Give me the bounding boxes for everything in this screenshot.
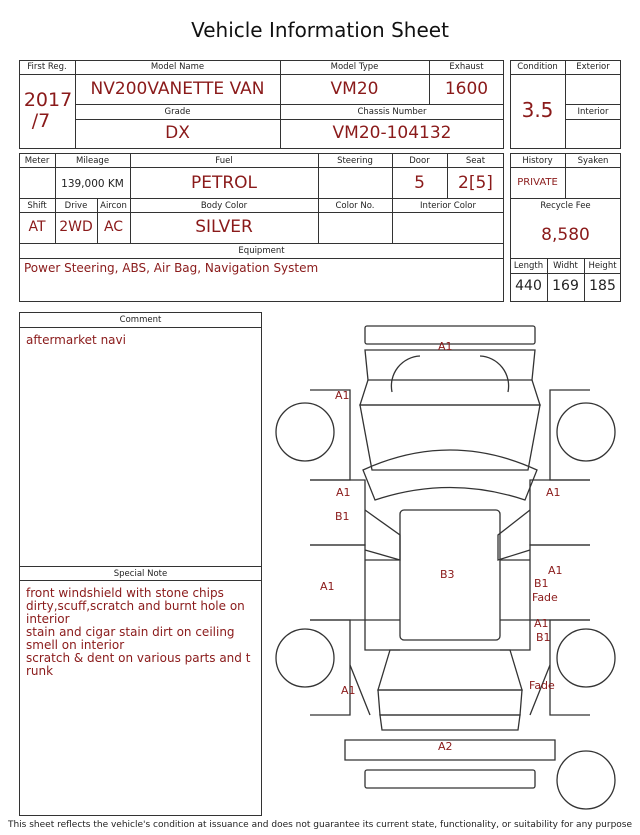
sheet-title: Vehicle Information Sheet [191, 18, 449, 42]
comment-label: Comment [119, 315, 162, 325]
left-rear-quarter [310, 620, 350, 715]
steering-label: Steering [337, 156, 373, 166]
fuel-value: PETROL [190, 173, 258, 193]
seat-value: 2[5] [458, 173, 493, 193]
fuel-label: Fuel [215, 156, 233, 166]
damage-right-slide-c: Fade [532, 591, 558, 604]
front-windshield [363, 450, 537, 500]
special-note-line-7: runk [26, 664, 54, 678]
door-value: 5 [414, 173, 425, 193]
damage-left-front-door-b: B1 [335, 510, 350, 523]
chassis-value: VM20-104132 [332, 123, 452, 143]
left-front-fender [310, 390, 350, 480]
equipment-value: Power Steering, ABS, Air Bag, Navigation System [24, 261, 319, 275]
damage-right-rear-a: A1 [534, 617, 549, 630]
mileage-label: Mileage [75, 156, 110, 166]
comment-panel [19, 312, 262, 816]
wheel-front-right [557, 403, 615, 461]
grade-value: DX [165, 123, 190, 143]
rear-panel-bottom [365, 770, 535, 788]
damage-roof: A1 [438, 340, 453, 353]
exterior-label: Exterior [576, 62, 610, 72]
damage-right-rear-quarter: Fade [529, 679, 555, 692]
history-value: PRIVATE [517, 177, 558, 188]
first-reg-month: /7 [31, 110, 51, 132]
height-label: Height [588, 261, 617, 271]
damage-left-front-door-a: A1 [336, 486, 351, 499]
interior-label: Interior [577, 107, 609, 117]
shift-value: AT [28, 219, 46, 235]
first-reg-label: First Reg. [27, 62, 67, 72]
aircon-value: AC [103, 219, 124, 235]
height-value: 185 [589, 278, 616, 294]
special-note-line-3: interior [26, 612, 70, 626]
damage-left-slide-door: A1 [320, 580, 335, 593]
disclaimer-footer: This sheet reflects the vehicle's condition at issuance and does not guarantee its current state, functionality, or suitability for any purpose [7, 820, 633, 830]
windshield-front [480, 356, 509, 392]
shift-label: Shift [27, 201, 47, 211]
condition-grade: 3.5 [521, 98, 554, 122]
model-name-label: Model Name [150, 62, 205, 72]
condition-label: Condition [517, 62, 558, 72]
wheel-front-left [276, 403, 334, 461]
hood-outline [365, 350, 535, 380]
width-value: 169 [552, 278, 579, 294]
length-value: 440 [515, 278, 542, 294]
model-type-label: Model Type [330, 62, 379, 72]
wheel-rear-left [276, 629, 334, 687]
damage-right-slide-b: B1 [534, 577, 549, 590]
meter-label: Meter [24, 156, 50, 166]
length-label: Length [513, 261, 544, 271]
damage-right-front-door: A1 [546, 486, 561, 499]
mileage-value: 139,000 KM [61, 178, 124, 190]
drive-label: Drive [64, 201, 88, 211]
recycle-fee-value: 8,580 [541, 225, 590, 245]
exhaust-label: Exhaust [449, 62, 484, 72]
aircon-label: Aircon [100, 201, 127, 211]
first-reg-year: 2017 [23, 89, 73, 111]
rear-gate [380, 715, 520, 730]
left-slide-door [310, 545, 365, 620]
spare-tire [557, 751, 615, 809]
damage-right-rear-b: B1 [536, 631, 551, 644]
special-note-line-4: stain and cigar stain dirt on ceiling [26, 625, 235, 639]
body-color-value: SILVER [195, 217, 253, 237]
wheel-rear-right [557, 629, 615, 687]
interior-color-label: Interior Color [420, 201, 476, 211]
comment-text: aftermarket navi [26, 333, 126, 347]
equipment-label: Equipment [238, 246, 285, 256]
model-type-value: VM20 [330, 79, 379, 99]
special-note-line-6: scratch & dent on various parts and t [26, 651, 251, 665]
damage-roof-center: B3 [440, 568, 455, 581]
damage-rear-bumper: A2 [438, 740, 453, 753]
syaken-label: Syaken [577, 156, 609, 166]
damage-left-front-fender: A1 [335, 389, 350, 402]
special-note-line-2: dirty,scuff,scratch and burnt hole on [26, 599, 245, 613]
seat-label: Seat [465, 156, 486, 166]
door-label: Door [409, 156, 430, 166]
width-label: Widht [553, 261, 578, 271]
history-label: History [522, 156, 553, 166]
damage-right-slide-a: A1 [548, 564, 563, 577]
body-color-label: Body Color [200, 201, 248, 211]
grade-label: Grade [164, 107, 191, 117]
special-note-line-1: front windshield with stone chips [26, 586, 224, 600]
special-note-line-5: smell on interior [26, 638, 125, 652]
recycle-fee-label: Recycle Fee [540, 201, 591, 211]
model-name-value: NV200VANETTE VAN [90, 79, 265, 99]
damage-left-rear-quarter: A1 [341, 684, 356, 697]
special-note-label: Special Note [113, 569, 168, 579]
exhaust-value: 1600 [444, 79, 489, 99]
chassis-label: Chassis Number [357, 107, 427, 117]
drive-value: 2WD [59, 219, 93, 235]
rear-window [378, 650, 522, 690]
color-no-label: Color No. [335, 201, 375, 211]
